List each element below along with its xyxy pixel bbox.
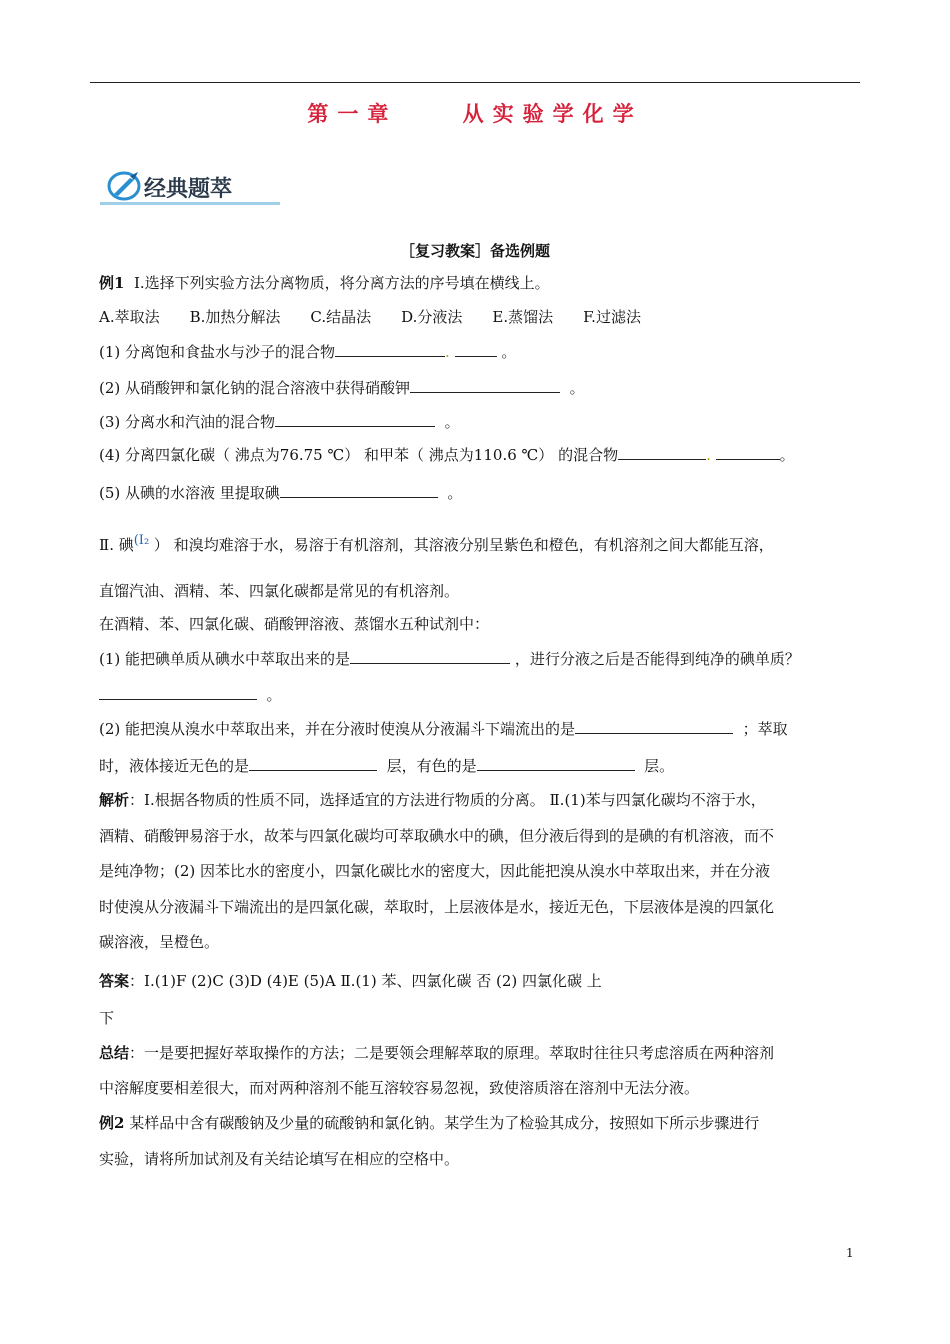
p2q2-end: 层。 (644, 757, 675, 775)
ex1-options (99, 306, 671, 327)
banner-underline (100, 202, 280, 205)
ex2-label: 例2 (99, 1114, 125, 1132)
ex1-q4 (99, 444, 795, 465)
ex1-part2-line2: 直馏汽油、酒精、苯、四氯化碳都是常见的有机溶剂。 (99, 582, 460, 600)
p2q1-text: (1) 能把碘单质从碘水中萃取出来的是 (99, 650, 351, 668)
p2q2-tail: ；萃取 (742, 720, 788, 738)
ex1-q2 (99, 377, 585, 398)
option-b: B.加热分解法 (189, 308, 281, 326)
ex1-intro (99, 272, 550, 293)
analysis-label: 解析 (99, 791, 130, 809)
ex1-p2-q2-line2 (99, 755, 674, 776)
pen-circle-icon (104, 168, 144, 204)
period: 。 (779, 446, 795, 464)
answer-blank[interactable] (410, 378, 560, 393)
summary-label: 总结 (99, 1044, 130, 1062)
answer-blank[interactable] (716, 445, 780, 460)
summary-text: ：一是要把握好萃取操作的方法；二是要领会理解萃取的原理。萃取时往往只考虑溶质在两种溶剂 (129, 1044, 775, 1062)
ex1-p2-q2 (99, 718, 788, 739)
chapter-title: 第一章 从实验学化学 (307, 102, 643, 126)
answer-text: ：Ⅰ.(1)F (2)C (3)D (4)E (5)A Ⅱ.(1) 苯、四氯化碳 否 (2) 四氯化碳 上 (129, 972, 602, 990)
page-number: 1 (846, 1246, 854, 1260)
ex1-q3-text: (3) 分离水和汽油的混合物 (99, 413, 276, 431)
period: 。 (266, 686, 282, 704)
p2q2-text: (2) 能把溴从溴水中萃取出来，并在分液时使溴从分液漏斗下端流出的是 (99, 720, 576, 738)
answer-blank[interactable] (335, 342, 445, 357)
option-a: A.萃取法 (99, 308, 160, 326)
section-heading: ［复习教案］备选例题 (399, 242, 550, 260)
answer-line-1 (99, 970, 602, 991)
analysis-line-4: 时使溴从分液漏斗下端流出的是四氯化碳，萃取时，上层液体是水，接近无色，下层液体是溴的四氯化 (99, 898, 775, 916)
ex2-line-1 (99, 1112, 759, 1133)
answer-blank[interactable] (275, 412, 435, 427)
answer-label: 答案 (99, 972, 130, 990)
ex1-p2-q1-answer (99, 684, 282, 705)
ex1-label: 例1 (99, 274, 125, 292)
ex1-q3 (99, 411, 460, 432)
ex2-line-2: 实验，请将所加试剂及有关结论填写在相应的空格中。 (99, 1150, 460, 1168)
ex1-q4-text: (4) 分离四氯化碳（ 沸点为76.75 ℃） 和甲苯（ 沸点为110.6 ℃） 的混合物 (99, 446, 619, 464)
ex1-part1-intro: Ⅰ.选择下列实验方法分离物质，将分离方法的序号填在横线上。 (133, 274, 550, 292)
part2-text: ） 和溴均难溶于水，易溶于有机溶剂，其溶液分别呈紫色和橙色，有机溶剂之间大都能互溶， (149, 536, 774, 554)
analysis-line-2: 酒精、硝酸钾易溶于水，故苯与四氯化碳均可萃取碘水中的碘，但分液后得到的是碘的有机溶液，而不 (99, 827, 775, 845)
section-banner (100, 168, 280, 206)
answer-blank[interactable] (280, 483, 438, 498)
p2q2-colored: 层，有色的是 (386, 757, 477, 775)
option-d: D.分液法 (401, 308, 463, 326)
answer-blank[interactable] (477, 756, 635, 771)
ex1-part2-line3: 在酒精、苯、四氯化碳、硝酸钾溶液、蒸馏水五种试剂中： (99, 615, 490, 633)
period: 。 (501, 343, 517, 361)
header-rule (90, 82, 860, 83)
p2q2-colorless: 时，液体接近无色的是 (99, 757, 250, 775)
blank-separator: . (706, 446, 711, 464)
analysis-text: ：Ⅰ.根据各物质的性质不同，选择适宜的方法进行物质的分离。 Ⅱ.(1)苯与四氯化碳均不溶于水， (129, 791, 766, 809)
answer-blank[interactable] (618, 445, 706, 460)
iodine-formula: (I₂ (133, 533, 150, 548)
analysis-line-1 (99, 789, 766, 810)
ex1-q5 (99, 482, 462, 503)
blank-separator: . (445, 343, 450, 361)
answer-blank[interactable] (99, 685, 257, 700)
summary-line-2: 中溶解度要相差很大，而对两种溶剂不能互溶较容易忽视，致使溶质溶在溶剂中无法分液。 (99, 1079, 700, 1097)
option-f: F.过滤法 (583, 308, 641, 326)
ex2-text: 某样品中含有碳酸钠及少量的硫酸钠和氯化钠。某学生为了检验其成分，按照如下所示步骤进行 (124, 1114, 760, 1132)
analysis-line-5: 碳溶液，呈橙色。 (99, 933, 220, 951)
option-e: E.蒸馏法 (492, 308, 554, 326)
ex1-q1 (99, 341, 516, 362)
answer-blank[interactable] (575, 719, 733, 734)
period: 。 (569, 379, 585, 397)
ex1-q1-text: (1) 分离饱和食盐水与沙子的混合物 (99, 343, 336, 361)
summary-line-1 (99, 1042, 774, 1063)
ex1-part2-line1 (99, 533, 774, 555)
ex1-q2-text: (2) 从硝酸钾和氯化钠的混合溶液中获得硝酸钾 (99, 379, 411, 397)
option-c: C.结晶法 (310, 308, 372, 326)
part2-lead: Ⅱ. 碘 (99, 536, 134, 554)
period: 。 (447, 484, 463, 502)
period: 。 (444, 413, 460, 431)
answer-blank[interactable] (350, 649, 510, 664)
answer-line-2: 下 (99, 1009, 115, 1027)
banner-label: 经典题萃 (144, 177, 233, 202)
p2q1-question: ，进行分液之后是否能得到纯净的碘单质？ (514, 650, 800, 668)
ex1-q5-text: (5) 从碘的水溶液 里提取碘 (99, 484, 280, 502)
ex1-p2-q1 (99, 648, 800, 669)
answer-blank[interactable] (455, 342, 497, 357)
answer-blank[interactable] (249, 756, 377, 771)
analysis-line-3: 是纯净物；(2) 因苯比水的密度小，四氯化碳比水的密度大，因此能把溴从溴水中萃取出来，并在分液 (99, 862, 771, 880)
